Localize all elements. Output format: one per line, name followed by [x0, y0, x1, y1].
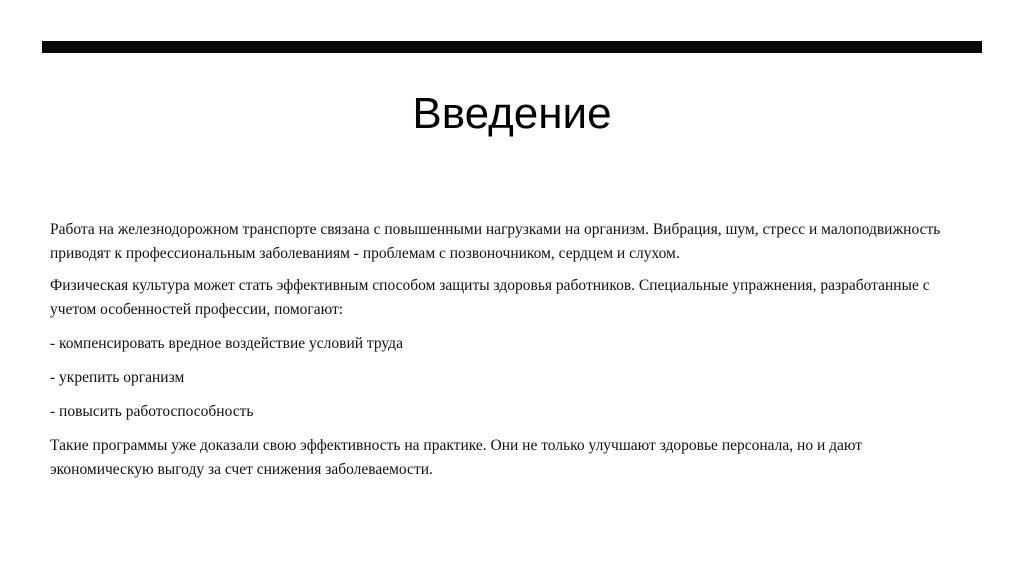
- slide-title: Введение: [412, 89, 612, 138]
- slide-body: [50, 218, 950, 490]
- list-item: - компенсировать вредное воздействие условий труда: [50, 335, 403, 352]
- list-item: - укрепить организм: [50, 369, 185, 386]
- top-divider-bar: [42, 41, 982, 53]
- physical-culture-paragraph: Физическая культура может стать эффективным способом защиты здоровья работников. Специальные упражнения, разработанные с учетом особенностей профессии, помогают:: [50, 277, 930, 318]
- list-item: - повысить работоспособность: [50, 403, 254, 420]
- conclusion-paragraph: Такие программы уже доказали свою эффективность на практике. Они не только улучшают здоровье персонала, но и дают экономическую выгоду за счет снижения заболеваемости.: [50, 437, 863, 478]
- intro-paragraph: Работа на железнодорожном транспорте связана с повышенными нагрузками на организм. Вибрация, шум, стресс и малоподвижность приводят к профессиональным заболеваниям - проблемам с позвоночником, сердцем и слухом.: [50, 221, 941, 262]
